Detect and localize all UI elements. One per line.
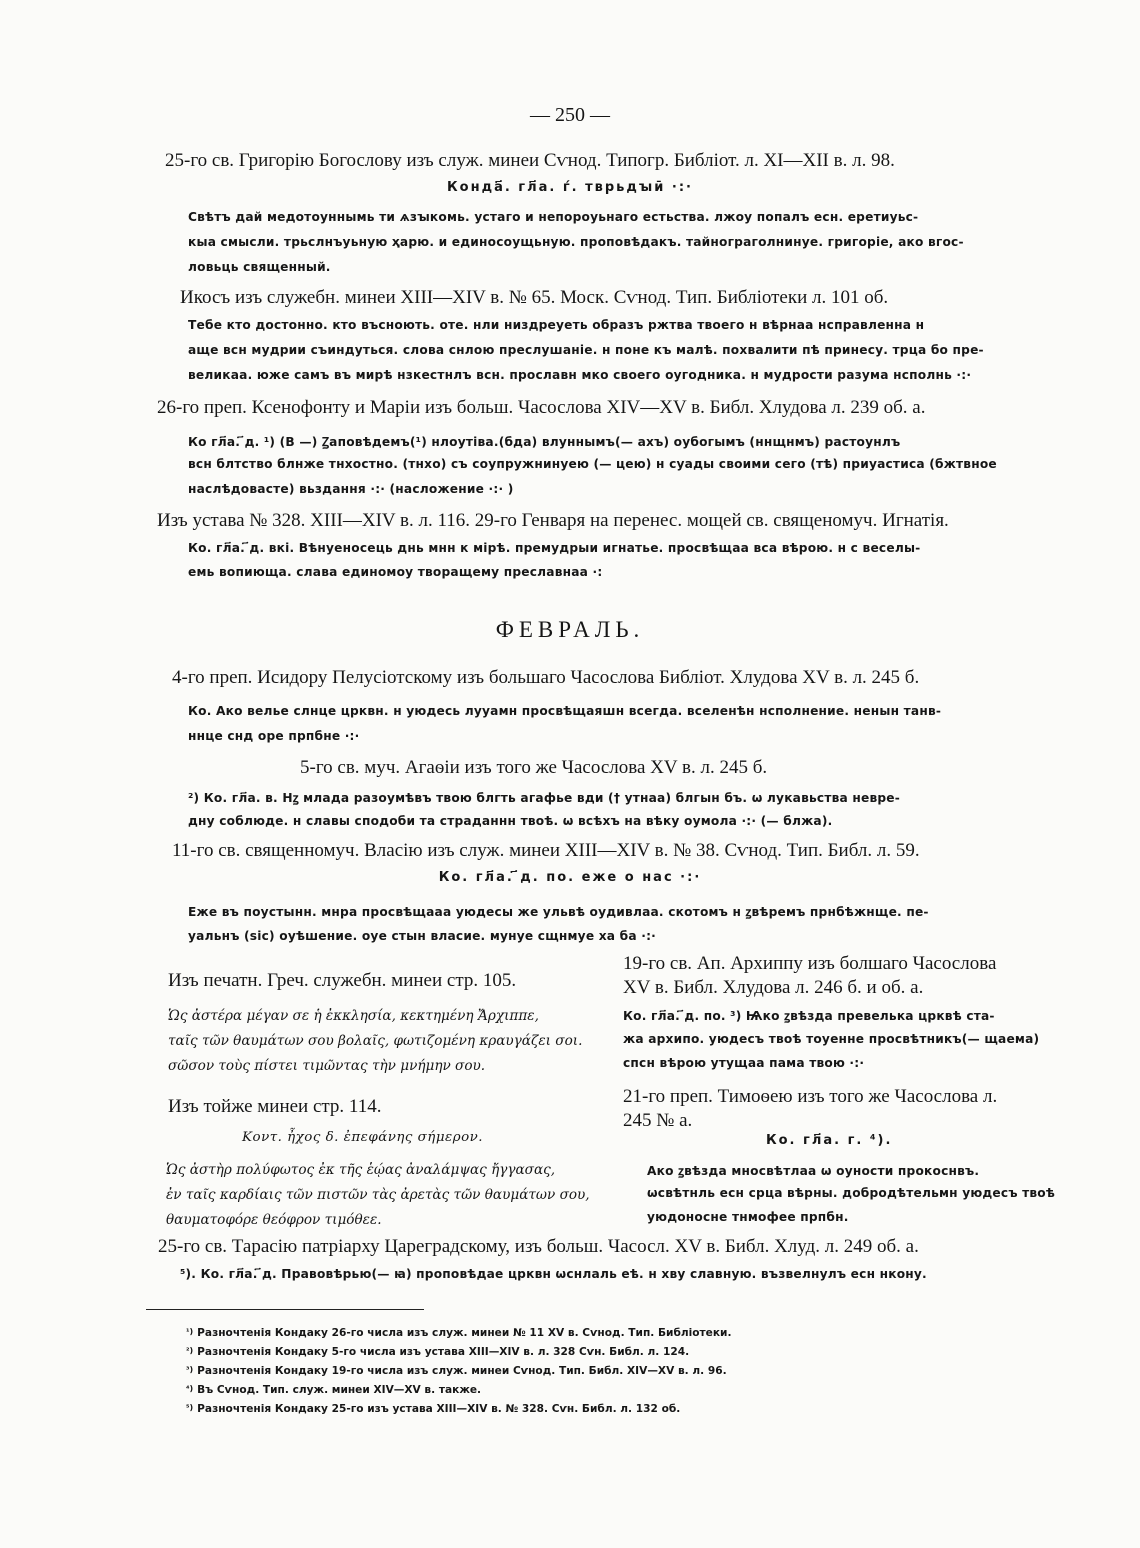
slavonic-line: Ко гл҃а. ҃д. ¹) (В —) Ꙁаповѣдемъ(¹) нлоутіва.(бда) влуннымъ(— ахъ) оубогымъ (ннщнмъ) растоунлъ [188, 435, 901, 449]
slavonic-line: жа архипо. уюдесъ твоѣ тоуенне просвѣтникъ(— щаема) [623, 1032, 1040, 1046]
footnote: ⁵) Разночтенія Кондаку 25-го изъ устава XIII—XIV в. № 328. Сѵн. Библ. л. 132 об. [186, 1403, 681, 1415]
section-title: ФЕВРАЛЬ. [495, 617, 645, 642]
entry-heading: 21-го преп. Тимоѳею изъ того же Часослова л. [623, 1086, 998, 1107]
greek-kontakion-heading: Κοντ. ἦχος δ. ἐπεφάνης σήμερον. [242, 1130, 484, 1145]
kontakion-heading: Ко. гл҃а. г. ⁴). [766, 1133, 893, 1148]
slavonic-line: ѡсвѣтнль есн срца вѣрны. добродѣтельмн уюдесъ твоѣ [647, 1186, 1056, 1200]
footnote: ³) Разночтенія Кондаку 19-го числа изъ служ. минеи Сѵнод. Тип. Библ. XIV—XV в. л. 96. [186, 1365, 727, 1377]
slavonic-line: Тебе кто достонно. кто въсноють. оте. нли низдреуеть образъ ржтва твоего н вѣрнаа нсправленна н [188, 318, 925, 332]
slavonic-line: ловьць священный. [188, 260, 331, 274]
slavonic-line: Ко. гл҃а. ҃д. по. ³) Ѩко ꙁвѣзда превелька црквѣ ста- [623, 1009, 995, 1023]
greek-line: σῶσον τοὺς πίστει τιμῶντας τὴν μνήμην σου. [168, 1058, 486, 1074]
slavonic-line: всн блтство блнже тнхостно. (тнхо) съ соупружнинуею (— цею) н суады своими сего (тѣ) приуастиса (бжтвное [188, 457, 997, 471]
slavonic-line: ²) Ко. гл҃а. в. Нꙁ млада разоумѣвъ твою блгть агафье вди († утнаа) блгын бъ. ѡ лукавьства невре- [188, 791, 901, 805]
slavonic-line: Еже въ поустынн. мнра просвѣщааа уюдесы же ульвѣ оудивлаа. скотомъ н ꙁвѣремъ прнбѣжнще. пе- [188, 905, 929, 919]
entry-heading: XV в. Библ. Хлудова л. 246 б. и об. а. [623, 977, 924, 998]
slavonic-line: Ко. Ако велье слнце црквн. н уюдесь лууамн просвѣщаяшн всегда. вселенѣн нсполнение. ненын танв- [188, 704, 942, 718]
kontakion-heading: Конда҃. гл҃а. ѓ. тврьдꙑӣ ·:· [447, 180, 693, 195]
slavonic-line: Ко. гл҃а. ҃д. вкі. Вѣнуеносець днь мнн к мірѣ. премудрыи игнатье. просвѣщаа вса вѣрою. н с веселы- [188, 541, 921, 555]
entry-heading: 11-го св. священномуч. Власію изъ служ. минеи XIII—XIV в. № 38. Сѵнод. Тип. Библ. л. 59. [172, 840, 920, 861]
footnote-rule [146, 1309, 424, 1310]
kontakion-heading: Ко. гл҃а. ҃д. по. еже о нас ·:· [438, 870, 702, 885]
entry-heading: Икосъ изъ служебн. минеи XIII—XIV в. № 65. Моск. Сѵнод. Тип. Библіотеки л. 101 об. [180, 287, 889, 308]
entry-heading: 19-го св. Ап. Архиппу изъ болшаго Часослова [623, 953, 997, 974]
footnote: ¹) Разночтенія Кондаку 26-го числа изъ служ. минеи № 11 XV в. Сѵнод. Тип. Библіотеки. [186, 1327, 732, 1339]
slavonic-line: кыа смысли. трьслнъуьную ҳарю. и единосоущьную. проповѣдакъ. тайнограголнинуе. григоріе, ако вгос- [188, 235, 964, 249]
entry-heading: 26-го преп. Ксенофонту и Маріи изъ больш. Часослова XIV—XV в. Библ. Хлудова л. 239 об. а. [157, 397, 926, 418]
entry-heading: 4-го преп. Исидору Пелусіотскому изъ большаго Часослова Библіот. Хлудова XV в. л. 245 б. [172, 667, 920, 688]
greek-line: ἐν ταῖς καρδίαις τῶν πιστῶν τὰς ἀρετὰς τῶν θαυμάτων σου, [166, 1187, 590, 1203]
entry-heading: Изъ устава № 328. XIII—XIV в. л. 116. 29-го Генваря на перенес. мощей св. священомуч. Игнатія. [157, 510, 949, 531]
slavonic-line: Свѣтъ дай медотоуннымь ти ѧзꙑкомь. устаго и непороуьнаго естьства. лжоу попалъ есн. еретиуьс- [188, 210, 919, 224]
greek-line: Ὡς ἀστέρα μέγαν σε ἡ ἐκκλησία, κεκτημένη Ἄρχιππε, [168, 1008, 539, 1024]
slavonic-line: уальнъ (sic) оуѣшение. оуе стын власие. мунуе сщнмуе ха ба ·:· [188, 929, 656, 943]
slavonic-line: уюдоносне тнмофее прпбн. [647, 1210, 849, 1224]
greek-line: θαυματοφόρε θεόφρον τιμόθεε. [166, 1212, 382, 1228]
slavonic-line: наслѣдовасте) вьздання ·:· (насложение ·:· ) [188, 482, 514, 496]
greek-line: Ὡς ἀστὴρ πολύφωτος ἐκ τῆς ἑῴας ἀναλάμψας ἤγγασας, [166, 1162, 556, 1178]
entry-heading: 25-го св. Григорію Богослову изъ служ. минеи Сѵнод. Типогр. Библіот. л. XI—XII в. л. 98. [165, 150, 895, 171]
slavonic-line: спсн вѣрою утущаа пама твою ·:· [623, 1056, 865, 1070]
entry-heading: 245 № а. [623, 1110, 693, 1131]
page-number: — 250 — [530, 104, 610, 126]
slavonic-line: Ако ꙁвѣзда мносвѣтлаа ѡ оуности прокоснвъ. [647, 1164, 980, 1178]
slavonic-line: ннце снд оре прпбне ·:· [188, 729, 360, 743]
slavonic-line: аще всн мудрии съиндуться. слова снлою преслушаніе. н поне къ малѣ. похвалити пѣ принесу. трца бо пре- [188, 343, 984, 357]
entry-heading: 5-го св. муч. Агаѳіи изъ того же Часослова XV в. л. 245 б. [300, 757, 768, 778]
slavonic-line: емь вопиюща. слава единомоу творащему преславнаа ·: [188, 565, 603, 579]
source-heading: Изъ тойже минеи стр. 114. [168, 1096, 382, 1117]
entry-heading: 25-го св. Тарасію патріарху Цареградскому, изъ больш. Часосл. XV в. Библ. Хлуд. л. 249 об. а. [158, 1236, 919, 1257]
greek-line: ταῖς τῶν θαυμάτων σου βολαῖς, φωτιζομένη κραυγάζει σοι. [168, 1033, 583, 1049]
slavonic-line: ⁵). Ко. гл҃а. ҃д. Правовѣрью(— ꙗ) проповѣдае црквн ѡснлаль еѣ. н хву славную. възвелнулъ есн нкону. [180, 1267, 927, 1281]
slavonic-line: великаа. юже самъ въ мирѣ нзкестнлъ всн. прославн мко своего оугодника. н мудрости разума нсполнь ·:· [188, 368, 972, 382]
footnote: ⁴) Въ Сѵнод. Тип. служ. минеи XIV—XV в. также. [186, 1384, 482, 1396]
source-heading: Изъ печатн. Греч. служебн. минеи стр. 105. [168, 970, 517, 991]
footnote: ²) Разночтенія Кондаку 5-го числа изъ устава XIII—XIV в. л. 328 Сѵн. Библ. л. 124. [186, 1346, 690, 1358]
slavonic-line: дну соблюде. н славы сподоби та страданнн твоѣ. ѡ всѣхъ на вѣку оумола ·:· (— блжа). [188, 814, 833, 828]
